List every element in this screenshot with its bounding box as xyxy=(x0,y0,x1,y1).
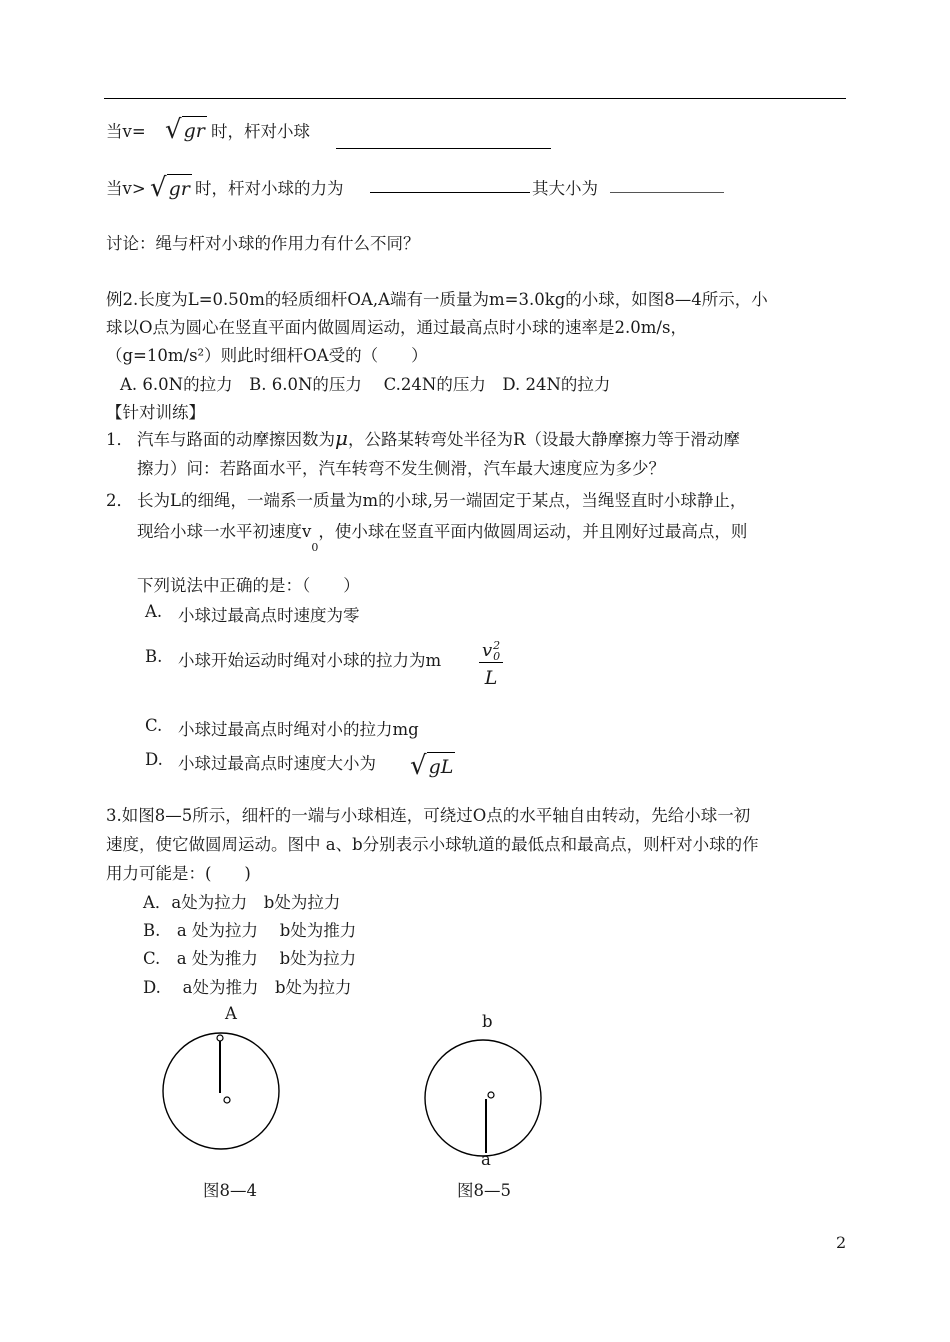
line2-mid2 xyxy=(532,175,598,199)
q2-optB: 小球开始运动时绳对小球的拉力为m xyxy=(178,651,442,670)
header-rule xyxy=(104,98,846,99)
line1-suffix-text: 时，杆对小球 xyxy=(211,122,310,141)
q3-line2: 速度，使它做圆周运动。图中 a、b分别表示小球轨道的最低点和最高点，则杆对小球的作 xyxy=(106,835,759,854)
sqrt-gr-2-text: gr xyxy=(167,174,192,202)
q2-optA: 小球过最高点时速度为零 xyxy=(178,606,360,625)
blank-line-3 xyxy=(610,192,724,193)
example2-line1: 例2.长度为L=0.50m的轻质细杆OA,A端有一质量为m=3.0kg的小球，如图8—4所示，小 xyxy=(106,290,768,309)
frac-sub-0: 0 xyxy=(493,650,501,663)
blank-line-1 xyxy=(336,148,551,149)
fig4-caption: 图8—4 xyxy=(203,1181,257,1200)
fig4-label-A: A xyxy=(225,1004,237,1023)
q3-optA: A．a处为拉力 b处为拉力 xyxy=(143,893,341,912)
fig5-center-O xyxy=(488,1092,494,1098)
example2-options: A. 6.0N的拉力 B. 6.0N的压力 C.24N的压力 D. 24N的拉力 xyxy=(120,375,611,394)
q2-optD-label: D. xyxy=(145,750,163,769)
q3-line1: 3.如图8—5所示，细杆的一端与小球相连，可绕过O点的水平轴自由转动，先给小球一初 xyxy=(106,806,751,825)
q2-line3: 下列说法中正确的是：（ ） xyxy=(137,576,360,595)
q1-number: 1． xyxy=(106,430,133,449)
q2-line2-b: ，使小球在竖直平面内做圆周运动，并且刚好过最高点，则 xyxy=(318,522,748,541)
q2-line1: 长为L的细绳，一端系一质量为m的小球,另一端固定于某点，当绳竖直时小球静止， xyxy=(137,491,747,510)
frac-sup-2: 2 xyxy=(493,639,501,652)
q3-optB: B. a 处为拉力 b处为推力 xyxy=(143,921,357,940)
q2-optD: 小球过最高点时速度大小为 xyxy=(178,754,376,773)
mu-symbol: μ xyxy=(335,426,348,450)
figure-8-5-diagram xyxy=(422,1037,546,1161)
sqrt-gL: √ gL xyxy=(410,751,454,781)
line2-mid-text: 时，杆对小球的力为 xyxy=(195,179,344,198)
sqrt-gL-text: gL xyxy=(427,752,456,780)
fig5-label-a: a xyxy=(481,1150,491,1169)
q2-line2 xyxy=(137,518,748,554)
q1-line1-b: ，公路某转弯处半径为R（设最大静摩擦力等于滑动摩 xyxy=(348,430,740,449)
training-title: 【针对训练】 xyxy=(106,403,205,422)
fig4-center-O xyxy=(224,1097,230,1103)
q1-line1 xyxy=(137,426,740,450)
fig5-label-b: b xyxy=(482,1012,493,1031)
q1-line2: 擦力）问：若路面水平，汽车转弯不发生侧滑，汽车最大速度应为多少？ xyxy=(137,459,665,478)
q2-number: 2． xyxy=(106,491,133,510)
blank-line-2 xyxy=(370,192,530,193)
text-v-equals: 当v= xyxy=(106,122,146,141)
q2-optC: 小球过最高点时绳对小的拉力mg xyxy=(178,720,419,739)
q1-line1-a: 汽车与路面的动摩擦因数为 xyxy=(137,430,335,449)
q2-line2-a: 现给小球一水平初速度v xyxy=(137,522,312,541)
fig4-ball-A xyxy=(217,1035,223,1041)
fraction-v0-squared-over-L xyxy=(479,640,503,689)
line-v-greater xyxy=(106,175,146,199)
sqrt-gr-1-text: gr xyxy=(182,116,207,144)
line2-mid xyxy=(195,175,344,199)
figure-8-4-diagram xyxy=(160,1030,284,1154)
line-v-equals xyxy=(106,118,146,142)
fig5-circle xyxy=(425,1040,541,1156)
text-v-greater: 当v> xyxy=(106,179,146,198)
page-number: 2 xyxy=(836,1233,847,1252)
frac-denominator-L: L xyxy=(484,667,498,689)
example2-line3: （g=10m/s²）则此时细杆OA受的（ ） xyxy=(106,346,428,365)
q3-line3: 用力可能是：( ) xyxy=(106,864,251,883)
q2-optB-label: B. xyxy=(145,647,163,666)
frac-v: v xyxy=(482,640,493,661)
example2-line2: 球以O点为圆心在竖直平面内做圆周运动，通过最高点时小球的速率是2.0m/s， xyxy=(106,318,687,337)
q3-optC: C. a 处为推力 b处为拉力 xyxy=(143,949,357,968)
q2-sub0: 0 xyxy=(311,541,319,554)
line2-mid2-text: 其大小为 xyxy=(532,179,598,198)
fig5-caption: 图8—5 xyxy=(457,1181,511,1200)
discussion: 讨论：绳与杆对小球的作用力有什么不同？ xyxy=(106,234,420,253)
sqrt-gr-1: √ gr xyxy=(165,115,205,145)
sqrt-gr-2: √ gr xyxy=(150,173,190,203)
q2-optA-label: A. xyxy=(145,602,163,621)
line1-suffix xyxy=(211,118,310,142)
q2-optC-label: C. xyxy=(145,716,163,735)
q3-optD: D. a处为推力 b处为拉力 xyxy=(143,978,352,997)
